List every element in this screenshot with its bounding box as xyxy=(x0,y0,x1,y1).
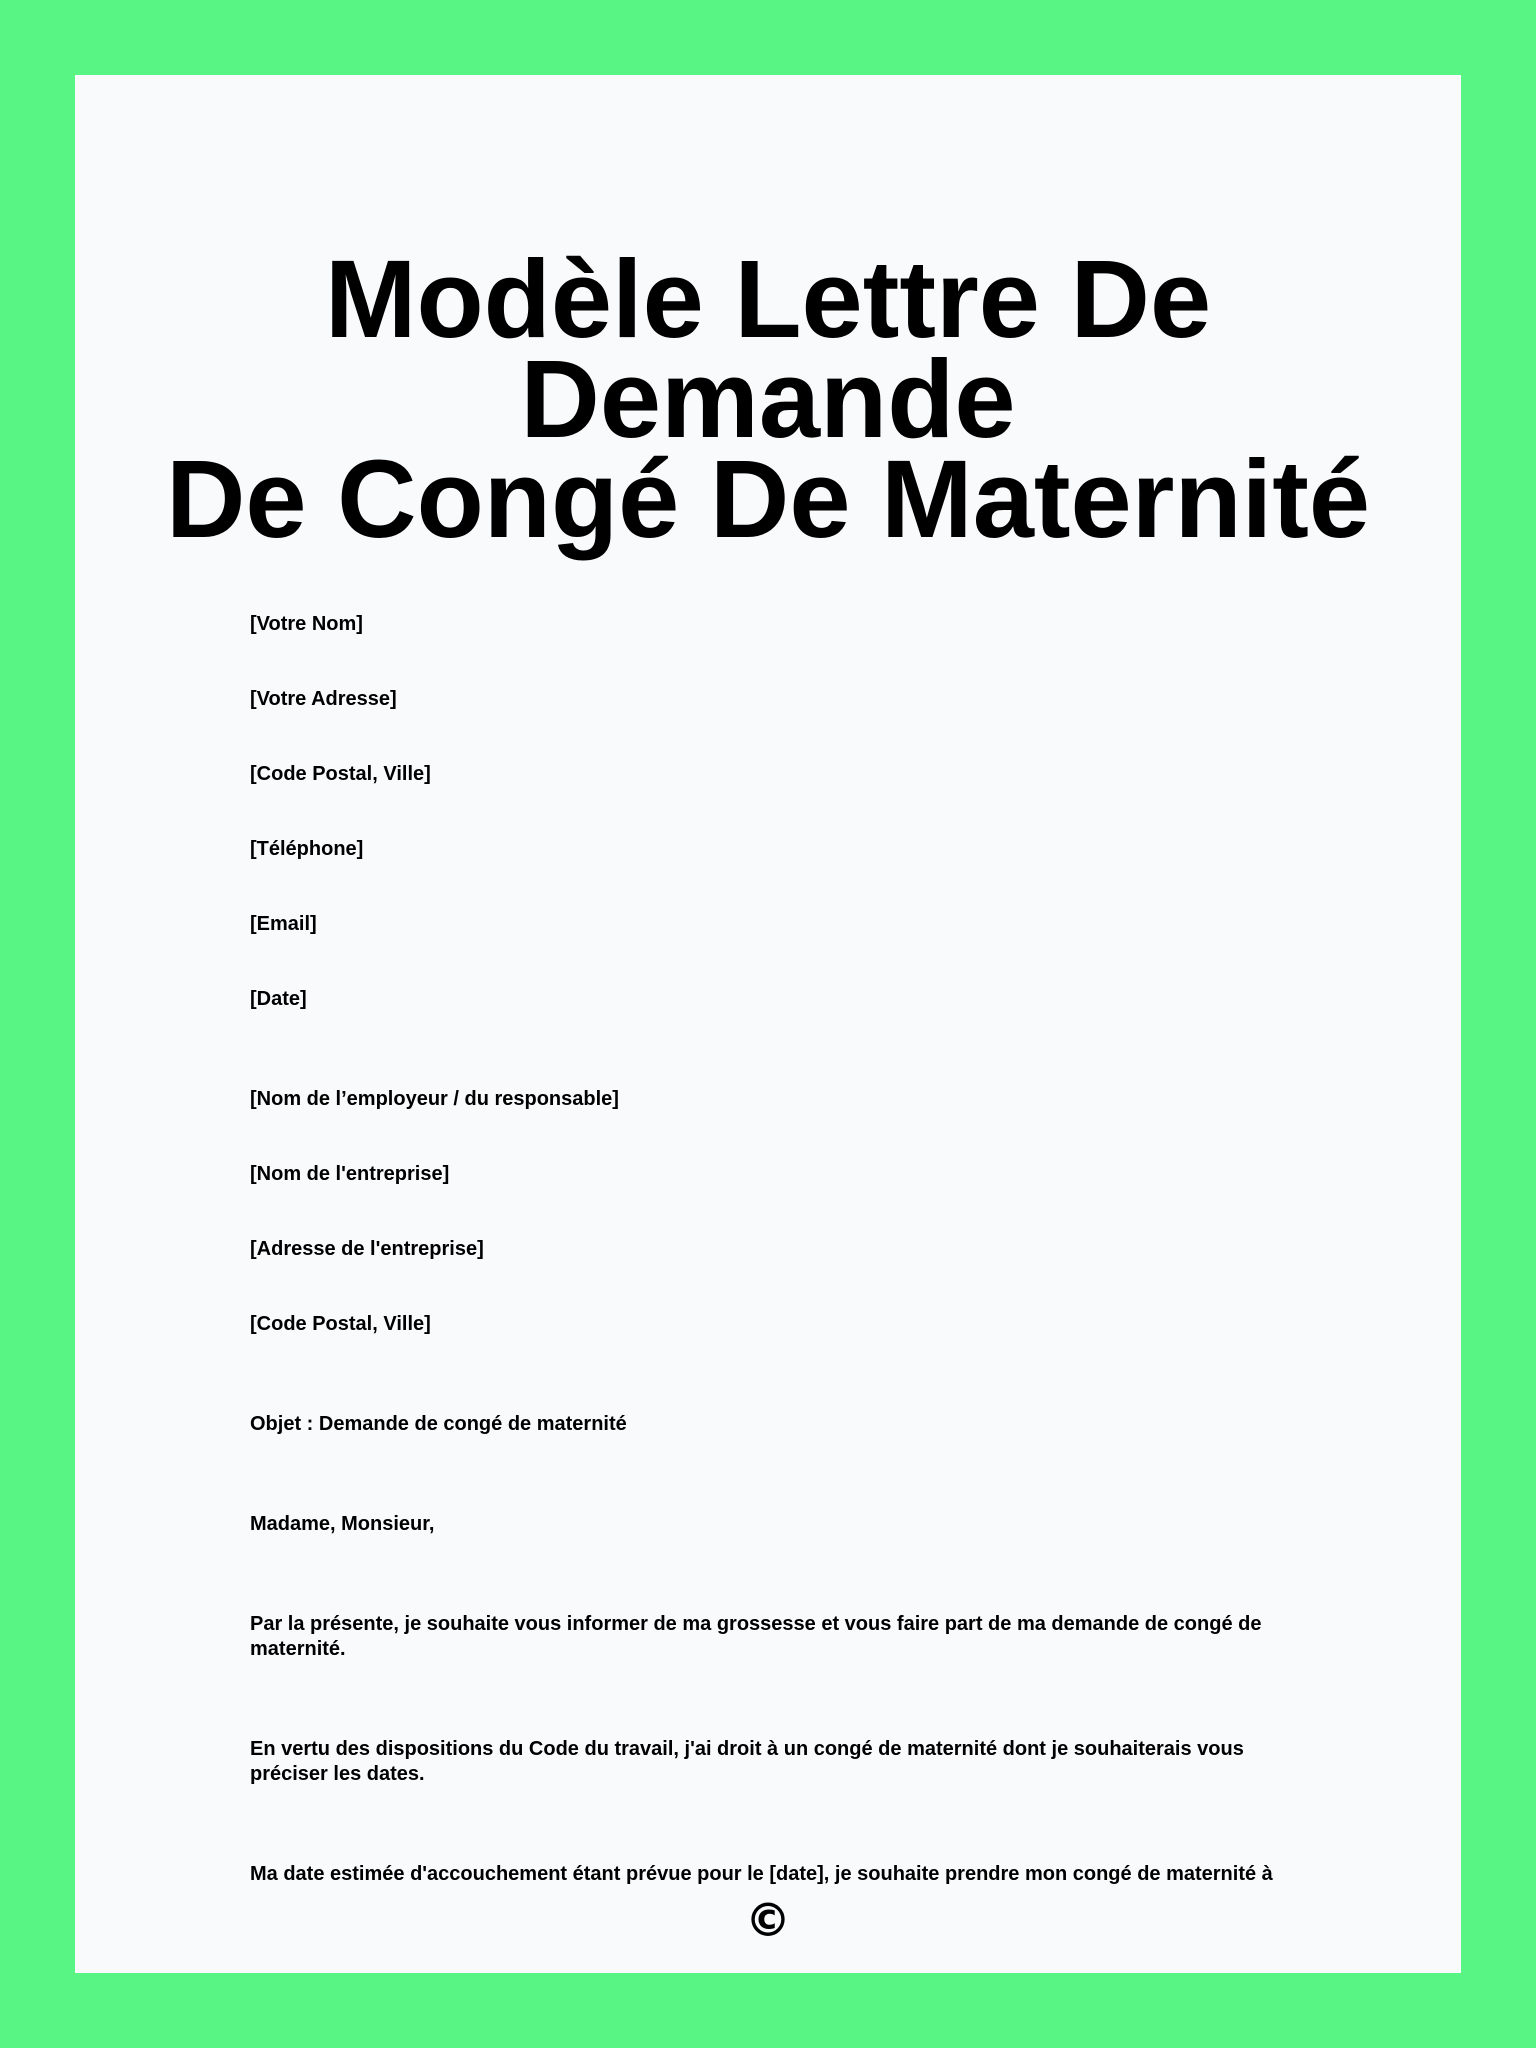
letter-salutation: Madame, Monsieur, xyxy=(250,1513,435,1535)
sender-phone: [Téléphone] xyxy=(250,838,364,860)
recipient-company-address: [Adresse de l'entreprise] xyxy=(250,1238,484,1260)
letter-subject: Objet : Demande de congé de maternité xyxy=(250,1413,627,1435)
letter-date: [Date] xyxy=(250,988,307,1010)
copyright-icon: © xyxy=(745,1893,791,1947)
document-title xyxy=(75,238,1461,561)
sender-email: [Email] xyxy=(250,913,317,935)
recipient-company: [Nom de l'entreprise] xyxy=(250,1163,450,1185)
document-page xyxy=(75,75,1461,1973)
sender-name: [Votre Nom] xyxy=(250,613,363,635)
letter-paragraph-1: Par la présente, je souhaite vous informer de ma grossesse et vous faire part de ma demande de congé de maternité. xyxy=(250,1613,1262,1660)
letter-paragraph-3: Ma date estimée d'accouchement étant prévue pour le [date], je souhaite prendre mon congé de maternité à xyxy=(250,1863,1273,1885)
letter-paragraph-2: En vertu des dispositions du Code du travail, j'ai droit à un congé de maternité dont je souhaiterais vous préciser les dates. xyxy=(250,1738,1244,1785)
recipient-employer: [Nom de l’employeur / du responsable] xyxy=(250,1088,619,1110)
sender-address: [Votre Adresse] xyxy=(250,688,397,710)
recipient-postal-city: [Code Postal, Ville] xyxy=(250,1313,431,1335)
document-title-line-2: De Congé De Maternité xyxy=(165,438,1371,561)
document-title-line-1: Modèle Lettre De Demande xyxy=(324,238,1212,461)
sender-postal-city: [Code Postal, Ville] xyxy=(250,763,431,785)
